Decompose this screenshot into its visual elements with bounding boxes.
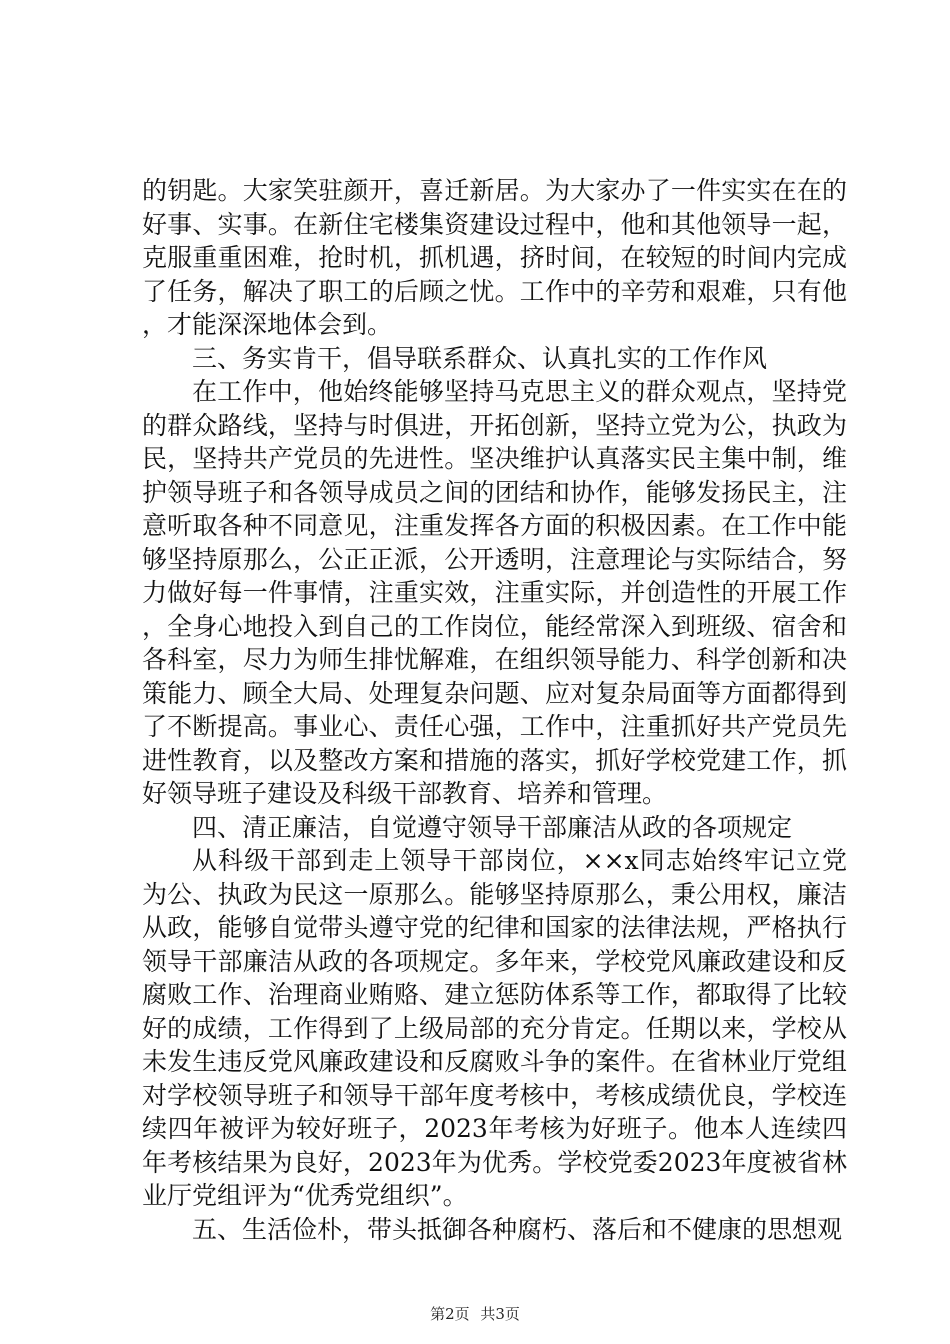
section-heading-three: 三、务实肯干，倡导联系群众、认真扎实的工作作风: [192, 343, 768, 373]
page-footer: [0, 1303, 950, 1324]
section-heading-four: 四、清正廉洁，自觉遵守领导干部廉洁从政的各项规定: [192, 812, 793, 842]
paragraph-section-four: 从科级干部到走上领导干部岗位，××x同志始终牢记立党为公、执政为民这一原那么。能够坚持原那么，秉公用权，廉洁从政，能够自觉带头遵守党的纪律和国家的法律法规，严格执行领导干部廉洁从政的各项规定。多年来，学校党风廉政建设和反腐败工作、治理商业贿赂、建立惩防体系等工作，都取得了比较好的成绩，工作得到了上级局部的充分肯定。任期以来，学校从未发生违反党风廉政建设和反腐败斗争的案件。在省林业厅党组对学校领导班子和领导干部年度考核中，考核成绩优良，学校连续四年被评为较好班子，2023年考核为好班子。他本人连续四年考核结果为良好，2023年为优秀。学校党委2023年度被省林业厅党组评为“优秀党组织”。: [142, 846, 847, 1210]
page-total: 共3页: [480, 1305, 520, 1323]
paragraph-continuation: 的钥匙。大家笑驻颜开，喜迁新居。为大家办了一件实实在在的好事、实事。在新住宅楼集资建设过程中，他和其他领导一起，克服重重困难，抢时机，抓机遇，挤时间，在较短的时间内完成了任务，解决了职工的后顾之忧。工作中的辛劳和艰难，只有他，才能深深地体会到。: [142, 176, 847, 339]
paragraph-section-three: 在工作中，他始终能够坚持马克思主义的群众观点，坚持党的群众路线，坚持与时俱进，开拓创新，坚持立党为公，执政为民，坚持共产党员的先进性。坚决维护认真落实民主集中制，维护领导班子和各领导成员之间的团结和协作，能够发扬民主，注意听取各种不同意见，注重发挥各方面的积极因素。在工作中能够坚持原那么，公正正派，公开透明，注意理论与实际结合，努力做好每一件事情，注重实效，注重实际，并创造性的开展工作，全身心地投入到自己的工作岗位，能经常深入到班级、宿舍和各科室，尽力为师生排忧解难，在组织领导能力、科学创新和决策能力、顾全大局、处理复杂问题、应对复杂局面等方面都得到了不断提高。事业心、责任心强，工作中，注重抓好共产党员先进性教育，以及整改方案和措施的落实，抓好学校党建工作，抓好领导班子建设及科级干部教育、培养和管理。: [142, 377, 847, 808]
section-heading-five: 五、生活俭朴，带头抵御各种腐朽、落后和不健康的思想观: [192, 1214, 843, 1244]
page-number: 第2页: [430, 1305, 470, 1323]
document-body: [142, 174, 847, 1246]
